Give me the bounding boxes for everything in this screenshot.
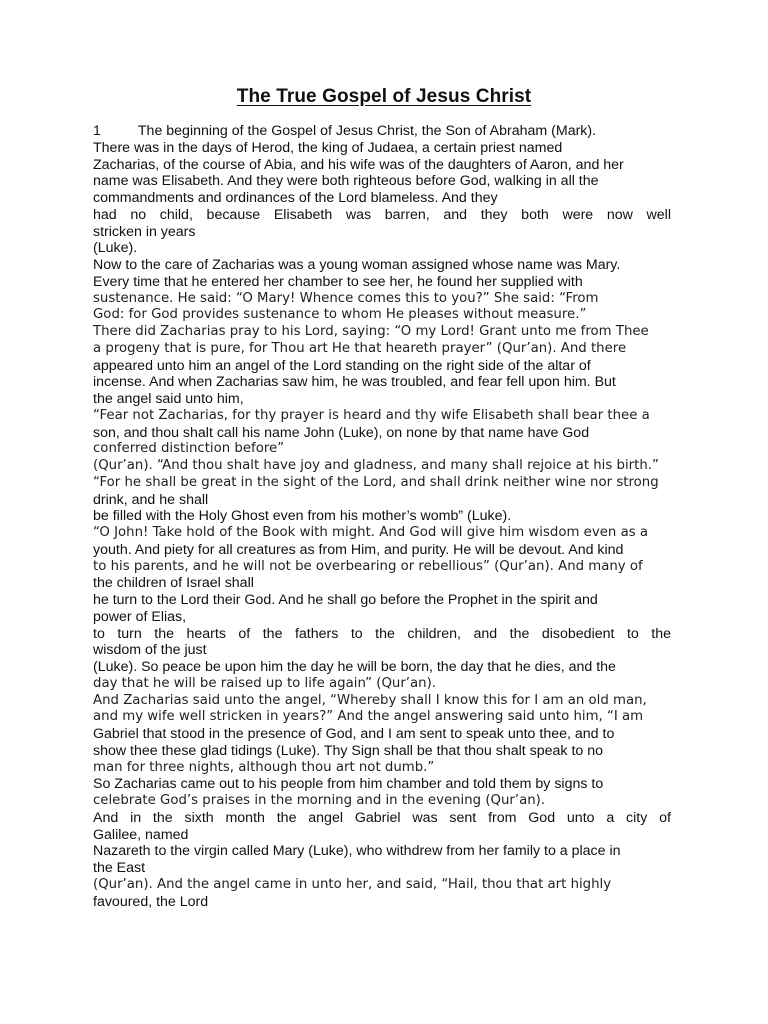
text-line: commandments and ordinances of the Lord blameless. And they (93, 190, 498, 206)
text-line: (Luke). (93, 240, 138, 257)
text-line: to his parents, and he will not be overbearing or rebellious” (Qur’an). And many of (93, 558, 643, 574)
text-line: (Qur’an). “And thou shalt have joy and gladness, and many shall rejoice at his birth.” (93, 458, 659, 473)
text-line: Every time that he entered her chamber to see her, he found her supplied with (93, 273, 583, 290)
text-line: and my wife well stricken in years?” And the angel answering said unto him, “I am (93, 709, 644, 725)
text-line: “For he shall be great in the sight of the Lord, and shall drink neither wine nor strong (93, 474, 659, 490)
text-line: And in the sixth month the angel Gabriel was sent from God unto a city of (93, 809, 671, 826)
text-line: the East (93, 860, 146, 876)
text-line: Now to the care of Zacharias was a young woman assigned whose name was Mary. (93, 257, 621, 273)
text-line: be filled with the Holy Ghost even from his mother’s womb” (Luke). (93, 508, 512, 525)
text-line: Gabriel that stood in the presence of God, and I am sent to speak unto thee, and to (93, 726, 615, 742)
text-line: a progeny that is pure, for Thou art He that heareth prayer” (Qur’an). And there (93, 340, 627, 356)
text-line: Zacharias, of the course of Abia, and his wife was of the daughters of Aaron, and her (93, 156, 624, 173)
line-text: The beginning of the Gospel of Jesus Christ, the Son of Abraham (Mark). (137, 123, 597, 139)
text-line: “O John! Take hold of the Book with might. And God will give him wisdom even as a (93, 525, 649, 540)
text-line: incense. And when Zacharias saw him, he was troubled, and fear fell upon him. But (93, 374, 616, 391)
text-line: (Qur’an). And the angel came in unto her, and said, “Hail, thou that art highly (93, 876, 612, 892)
text-line: power of Elias, (93, 608, 187, 625)
text-line: stricken in years (93, 223, 196, 240)
text-line: appeared unto him an angel of the Lord standing on the right side of the altar of (93, 357, 591, 374)
text-line: God: for God provides sustenance to whom He pleases without measure.” (93, 307, 587, 323)
document-title: The True Gospel of Jesus Christ (236, 86, 532, 107)
text-line: And Zacharias said unto the angel, “Whereby shall I know this for I am an old man, (93, 692, 647, 708)
verse-number: 1 (93, 123, 101, 139)
text-line: to turn the hearts of the fathers to the children, and the disobedient to the (93, 625, 671, 642)
text-line: (Luke). So peace be upon him the day he will be born, the day that he dies, and the (93, 659, 616, 675)
text-line: had no child, because Elisabeth was barren, and they both were now well (93, 206, 671, 223)
text-line: favoured, the Lord (93, 893, 209, 910)
text-line: show thee these glad tidings (Luke). Thy Sign shall be that thou shalt speak to no (93, 742, 604, 759)
document-body (93, 123, 671, 910)
text-line: There did Zacharias pray to his Lord, saying: “O my Lord! Grant unto me from Thee (93, 324, 649, 339)
text-line: Galilee, named (93, 826, 189, 843)
text-line: Nazareth to the virgin called Mary (Luke), who withdrew from her family to a place in (93, 843, 621, 860)
text-line: the children of Israel shall (93, 575, 254, 592)
text-line: the angel said unto him, (93, 391, 244, 407)
text-line: There was in the days of Herod, the king of Judaea, a certain priest named (93, 139, 563, 156)
text-line: sustenance. He said: “O Mary! Whence comes this to you?” She said: “From (93, 290, 599, 306)
text-line: wisdom of the just (93, 642, 207, 659)
text-line: day that he will be raised up to life again” (Qur’an). (93, 675, 437, 691)
text-line: he turn to the Lord their God. And he shall go before the Prophet in the spirit and (93, 592, 598, 608)
text-line: So Zacharias came out to his people from him chamber and told them by signs to (93, 776, 604, 793)
text-line: man for three nights, although thou art not dumb.” (93, 759, 435, 775)
text-line: name was Elisabeth. And they were both righteous before God, walking in all the (93, 173, 599, 190)
text-line: drink, and he shall (93, 491, 209, 508)
text-line: celebrate God’s praises in the morning and in the evening (Qur’an). (93, 793, 546, 808)
text-line: “Fear not Zacharias, for thy prayer is heard and thy wife Elisabeth shall bear thee a (93, 407, 650, 423)
text-line: conferred distinction before” (93, 441, 285, 457)
text-line: son, and thou shalt call his name John (Luke), on none by that name have God (93, 424, 590, 441)
text-line: youth. And piety for all creatures as from Him, and purity. He will be devout. And kind (93, 541, 624, 558)
text-line (93, 123, 671, 140)
